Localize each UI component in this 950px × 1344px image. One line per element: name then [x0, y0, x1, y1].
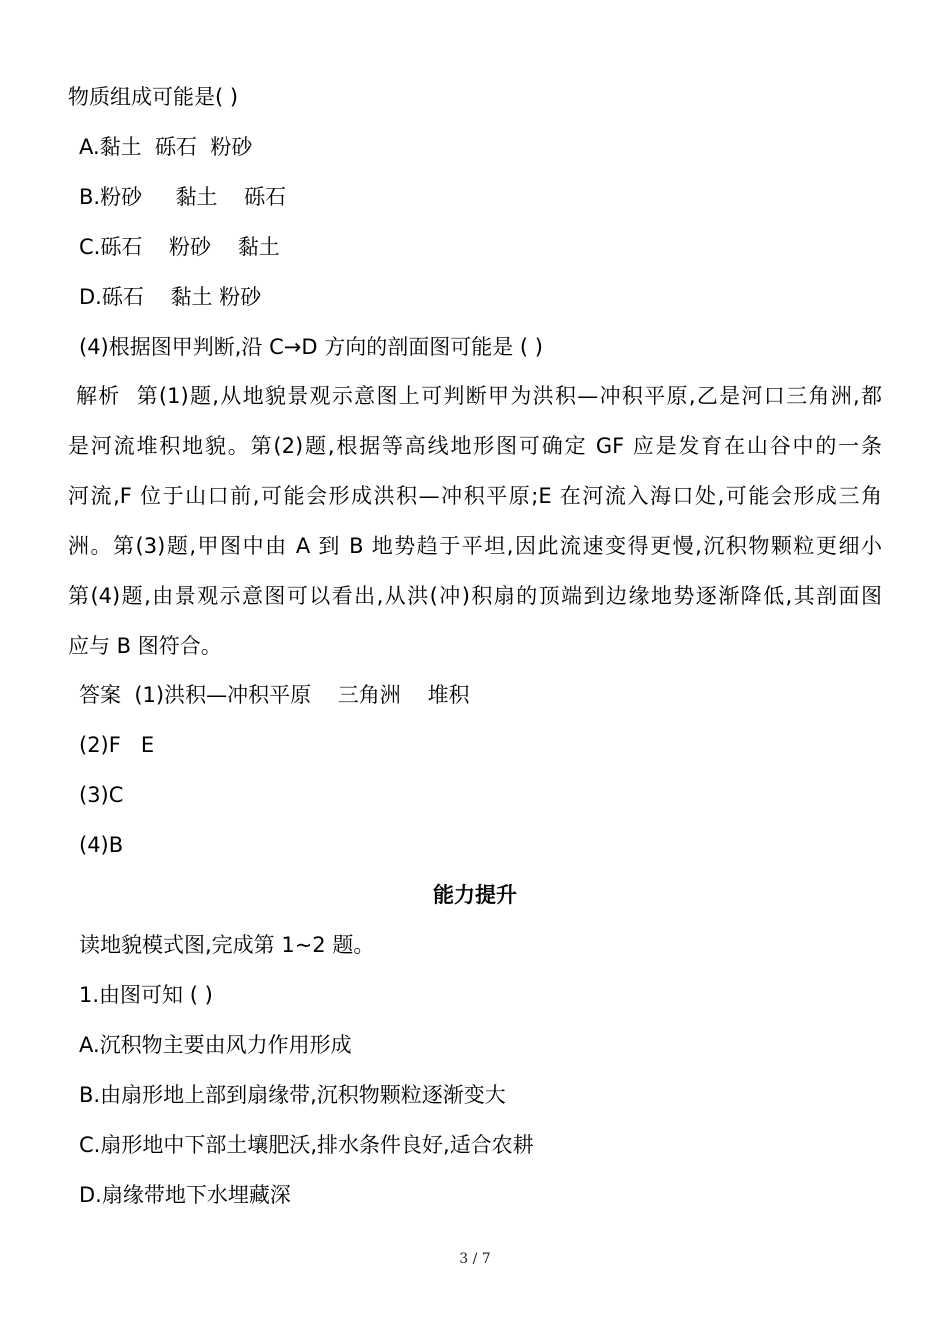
q3-stem-tail: 物质组成可能是( ) [68, 85, 239, 109]
q1-stem: 1.由图可知 ( ) [79, 983, 213, 1007]
q3-option-c: C.砾石 粉砂 黏土 [79, 235, 280, 259]
page-number: 3 / 7 [459, 1251, 491, 1267]
q1-option-c: C.扇形地中下部土壤肥沃,排水条件良好,适合农耕 [79, 1133, 534, 1157]
analysis-line: 洲。第(3)题,甲图中由 A 到 B 地势趋于平坦,因此流速变得更慢,沉积物颗粒更细小 [68, 534, 882, 558]
analysis-line: 第(4)题,由景观示意图可以看出,从洪(冲)积扇的顶端到边缘地势逐渐降低,其剖面图 [68, 584, 882, 608]
q1-option-a: A.沉积物主要由风力作用形成 [79, 1033, 352, 1057]
answer-line-4: (4)B [79, 833, 124, 857]
q3-option-b: B.粉砂 黏土 砾石 [79, 185, 287, 209]
q3-option-d: D.砾石 黏土 粉砂 [79, 285, 262, 309]
analysis-line: 是河流堆积地貌。第(2)题,根据等高线地形图可确定 GF 应是发育在山谷中的一条 [68, 434, 882, 458]
q4-stem: (4)根据图甲判断,沿 C→D 方向的剖面图可能是 ( ) [79, 335, 543, 359]
section-heading: 能力提升 [433, 883, 517, 907]
q1-option-b: B.由扇形地上部到扇缘带,沉积物颗粒逐渐变大 [79, 1083, 506, 1107]
analysis-line: 应与 B 图符合。 [68, 634, 222, 658]
answer-line-3: (3)C [79, 783, 124, 807]
answer-line-1: 答案 (1)洪积—冲积平原 三角洲 堆积 [79, 683, 470, 707]
analysis-paragraph [68, 371, 882, 671]
q3-option-a: A.黏土 砾石 粉砂 [79, 135, 253, 159]
analysis-line: 解析 第(1)题,从地貌景观示意图上可判断甲为洪积—冲积平原,乙是河口三角洲,都 [68, 384, 882, 408]
analysis-line: 河流,F 位于山口前,可能会形成洪积—冲积平原;E 在河流入海口处,可能会形成三角 [68, 484, 882, 508]
q1-option-d: D.扇缘带地下水埋藏深 [79, 1183, 291, 1207]
intro-text: 读地貌模式图,完成第 1~2 题。 [79, 933, 375, 957]
answer-line-2: (2)F E [79, 733, 155, 757]
